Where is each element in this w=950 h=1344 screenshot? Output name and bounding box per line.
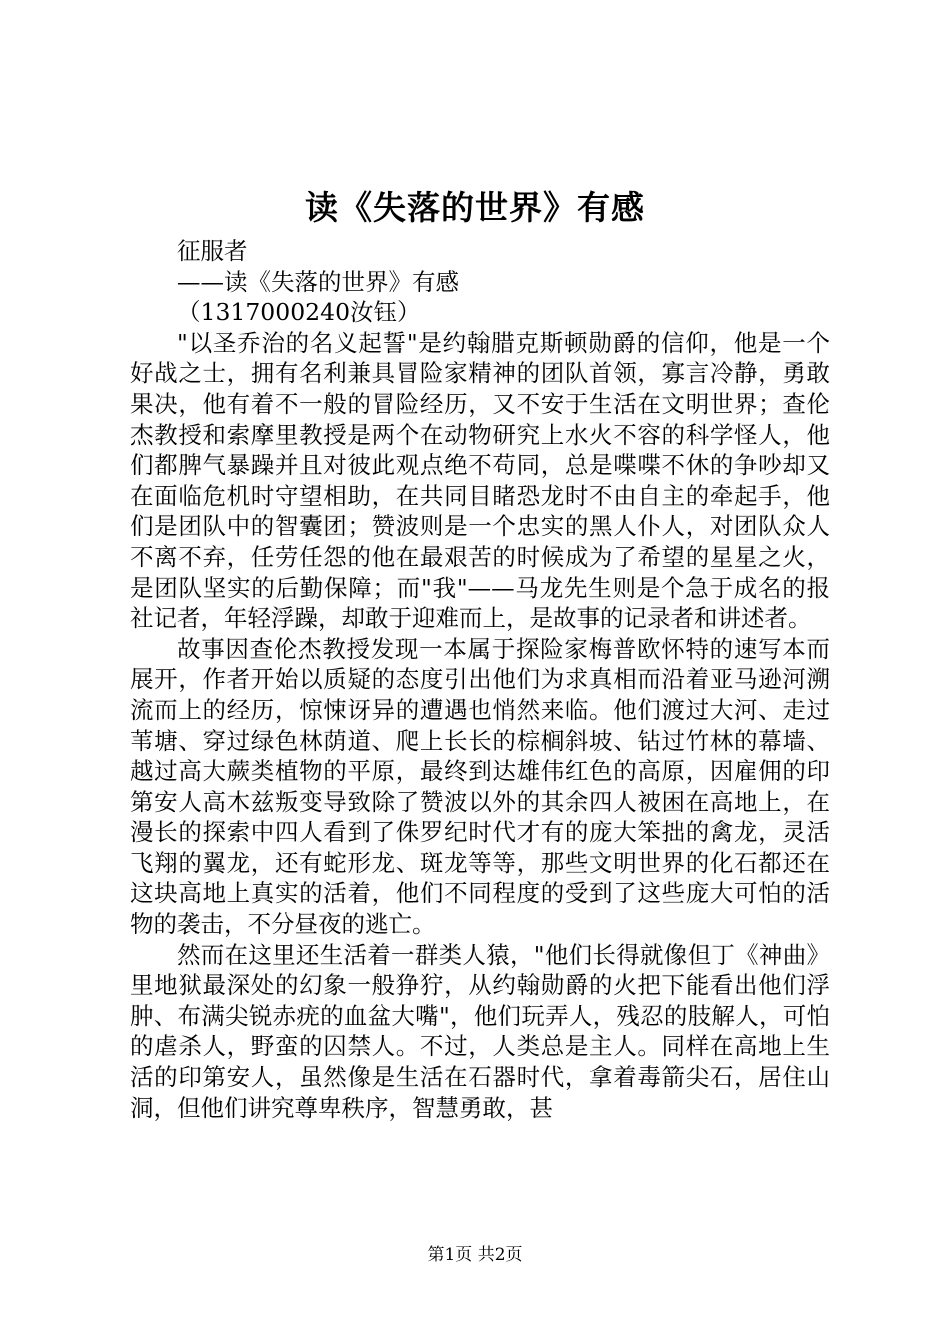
author-id-line: （1317000240汝钰） <box>177 298 421 327</box>
paragraph-2: 故事因查伦杰教授发现一本属于探险家梅普欧怀特的速写本而展开，作者开始以质疑的态度引出他们为求真相而沿着亚马逊河溯流而上的经历，惊悚讶异的遭遇也悄然来临。他们渡过大河、走过苇塘、穿过绿色林荫道、爬上长长的棕榈斜坡、钻过竹林的幕墙、越过高大蕨类植物的平原，最终到达雄伟红色的高原，因雇佣的印第安人高木兹叛变导致除了赞波以外的其余四人被困在高地上，在漫长的探索中四人看到了侏罗纪时代才有的庞大笨拙的禽龙，灵活飞翔的翼龙，还有蛇形龙、斑龙等等，那些文明世界的化石都还在这块高地上真实的活着，他们不同程度的受到了这些庞大可怕的活物的袭击，不分昼夜的逃亡。 <box>130 634 830 939</box>
subtitle-line: ——读《失落的世界》有感 <box>177 267 459 296</box>
paragraph-3: 然而在这里还生活着一群类人猿，"他们长得就像但丁《神曲》里地狱最深处的幻象一般狰狞，从约翰勋爵的火把下能看出他们浮肿、布满尖锐赤疣的血盆大嘴"，他们玩弄人，残忍的肢解人，可怕的虐杀人，野蛮的囚禁人。不过，人类总是主人。同样在高地上生活的印第安人，虽然像是生活在石器时代，拿着毒箭尖石，居住山洞，但他们讲究尊卑秩序，智慧勇敢，甚 <box>130 940 830 1122</box>
paragraph-1: "以圣乔治的名义起誓"是约翰腊克斯顿勋爵的信仰，他是一个好战之士，拥有名利兼具冒险家精神的团队首领，寡言冷静，勇敢果决，他有着不一般的冒险经历，又不安于生活在文明世界；查伦杰教授和索摩里教授是两个在动物研究上水火不容的科学怪人，他们都脾气暴躁并且对彼此观点绝不苟同，总是喋喋不休的争吵却又在面临危机时守望相助，在共同目睹恐龙时不由自主的牵起手，他们是团队中的智囊团；赞波则是一个忠实的黑人仆人，对团队众人不离不弃，任劳任怨的他在最艰苦的时候成为了希望的星星之火，是团队坚实的后勤保障；而"我"——马龙先生则是个急于成名的报社记者，年轻浮躁，却敢于迎难而上，是故事的记录者和讲述者。 <box>130 328 830 633</box>
document-body <box>130 236 830 1123</box>
document-title: 读《失落的世界》有感 <box>305 188 645 227</box>
subtitle-author-label: 征服者 <box>177 237 248 265</box>
page-footer: 第1页 共2页 <box>427 1245 523 1265</box>
